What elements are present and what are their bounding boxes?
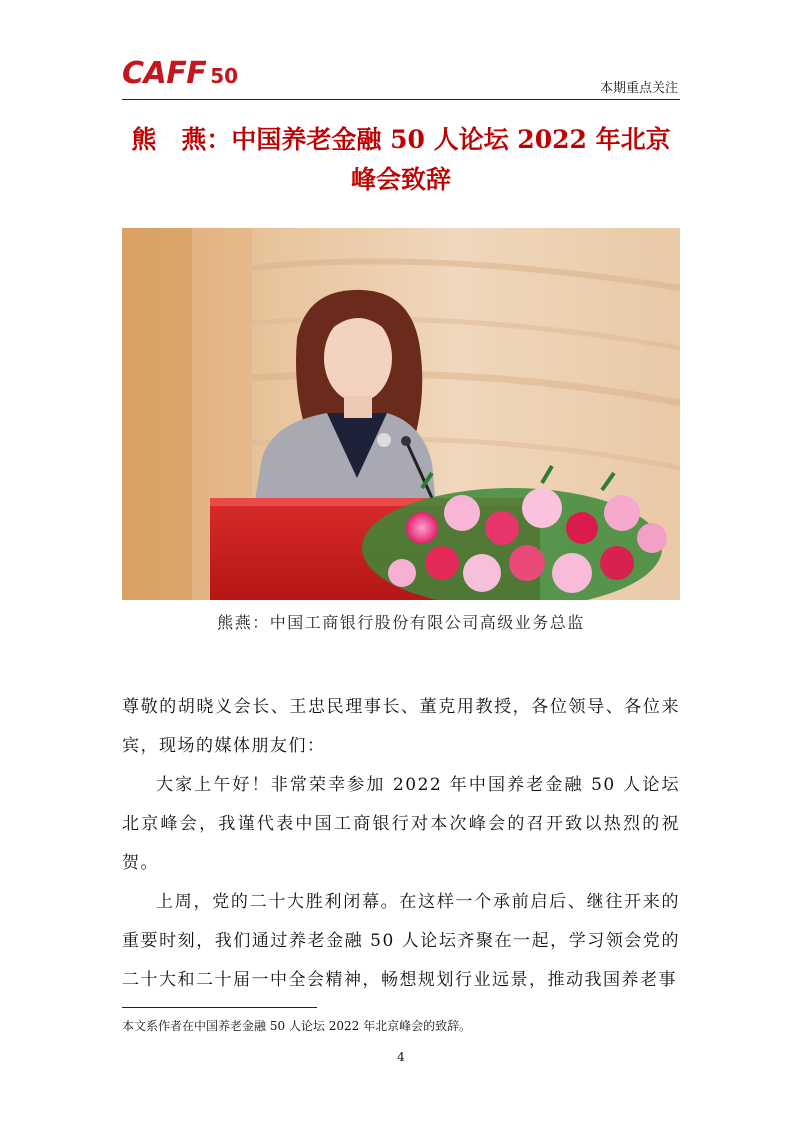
- paragraph-salutation: 尊敬的胡晓义会长、王忠民理事长、董克用教授，各位领导、各位来宾，现场的媒体朋友们：: [122, 697, 680, 756]
- caff50-logo: [122, 56, 238, 90]
- article-title: [122, 120, 680, 200]
- paragraph-greeting: 大家上午好！非常荣幸参加 2022 年中国养老金融 50 人论坛北京峰会，我谨代表中国工商银行对本次峰会的召开致以热烈的祝贺。: [122, 775, 680, 873]
- logo-number: 50: [210, 64, 239, 88]
- section-label: 本期重点关注: [599, 81, 678, 96]
- photo-caption: 熊燕：中国工商银行股份有限公司高级业务总监: [217, 613, 585, 632]
- article-body: [122, 688, 680, 1000]
- page-number: 4: [397, 1050, 405, 1064]
- title-line-2: 峰会致辞: [350, 165, 451, 194]
- speaker-photo: [122, 228, 680, 600]
- footnote-divider: [122, 1007, 317, 1008]
- speaker-photo-illustration: [122, 228, 680, 600]
- footnote: 本文系作者在中国养老金融 50 人论坛 2022 年北京峰会的致辞。: [122, 1019, 472, 1033]
- header-divider: [122, 99, 680, 100]
- paragraph-context: 上周，党的二十大胜利闭幕。在这样一个承前启后、继往开来的重要时刻，我们通过养老金融 50 人论坛齐聚在一起，学习领会党的二十大和二十届一中全会精神，畅想规划行业远景，推动我国养老事: [122, 892, 680, 990]
- title-line-1: 熊 燕：中国养老金融 50 人论坛 2022 年北京: [131, 125, 671, 154]
- logo-text: CAFF: [122, 56, 207, 91]
